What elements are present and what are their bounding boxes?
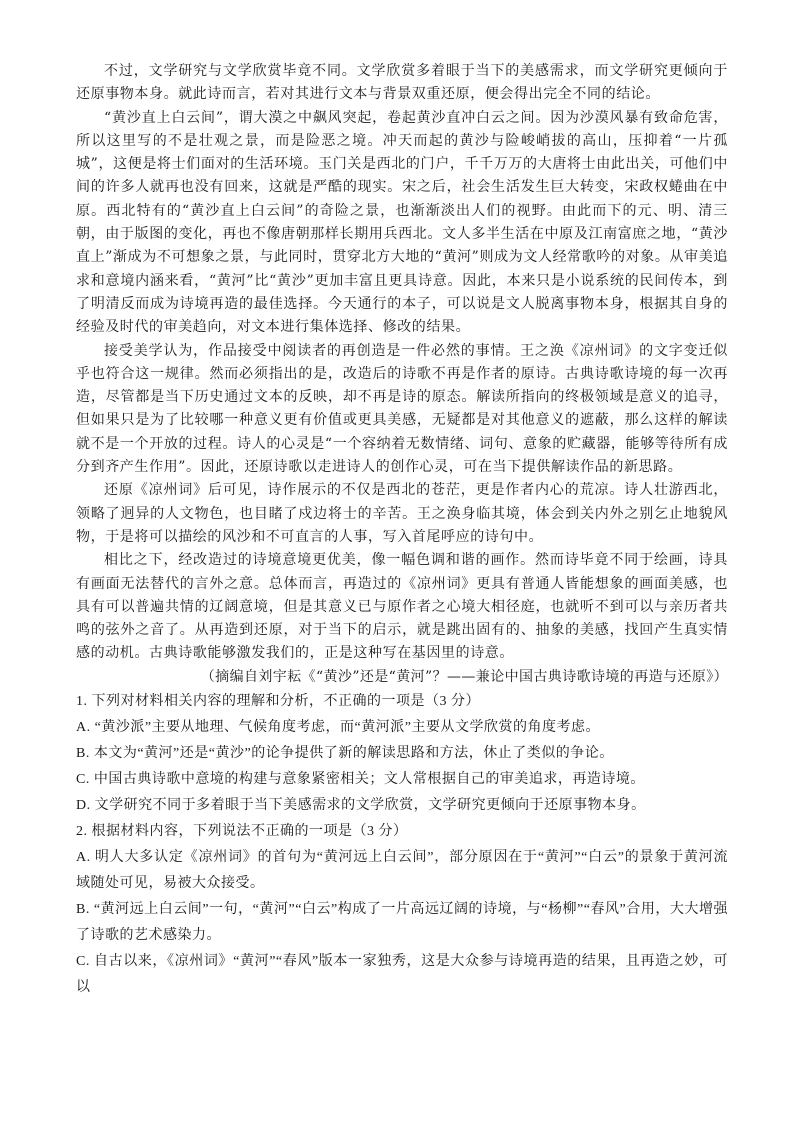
question-stem: 2. 根据材料内容，下列说法不正确的一项是（3 分）: [76, 824, 408, 840]
article-body: [76, 60, 728, 689]
article-paragraph: 接受美学认为，作品接受中阅读者的再创造是一件必然的事情。王之涣《凉州词》的文字变迁似乎也符合这一规律。然而必须指出的是，改造后的诗歌不再是作者的原诗。古典诗歌诗境的每一次再造，尽管都是当下历史通过文本的反映，却不再是诗的原态。解读所指向的终极领域是意义的追寻，但如果只是为了比较哪一种意义更有价值或更具美感，无疑都是对其他意义的遮蔽，那么这样的解读就不是一个开放的过程。诗人的心灵是“一个容纳着无数情绪、词句、意象的贮藏器，能够等待所有成分到齐产生作用”。因此，还原诗歌以走进诗人的创作心灵，可在当下提供解读作品的新思路。: [76, 342, 728, 476]
question-block: [76, 819, 728, 1001]
question-option: C. 自古以来，《凉州词》“黄河”“春风”版本一家独秀，这是大众参与诗境再造的结果，且再造之妙，可以: [76, 954, 728, 996]
article-paragraph: 还原《凉州词》后可见，诗作展示的不仅是西北的苍茫，更是作者内心的荒凉。诗人壮游西北，领略了迥异的人文物色，也目睹了戍边将士的辛苦。王之涣身临其境，体会到关内外之别乞止地貌风物，于是将可以描绘的风沙和不可直言的人事，写入首尾呼应的诗句中。: [76, 482, 728, 545]
question-block: [76, 689, 728, 819]
question-stem: 1. 下列对材料相关内容的理解和分析，不正确的一项是（3 分）: [76, 694, 480, 710]
question-option: B. “黄河远上白云间”一句，“黄河”“白云”构成了一片高远辽阔的诗境，与“杨柳”“春风”合用，大大增强了诗歌的艺术感染力。: [76, 902, 728, 944]
question-option: C. 中国古典诗歌中意境的构建与意象紧密相关；文人常根据自己的审美追求，再造诗境。: [76, 772, 645, 788]
article-paragraph: “黄沙直上白云间”，谓大漠之中飙风突起，卷起黄沙直冲白云之间。因为沙漠风暴有致命危害，所以这里写的不是壮观之景，而是险恶之境。冲天而起的黄沙与险峻峭拔的高山，压抑着“一片孤城”，这便是将士们面对的生活环境。玉门关是西北的门户，千千万万的大唐将士由此出关，可他们中间的许多人就再也没有回来，这就是严酷的现实。宋之后，社会生活发生巨大转变，宋政权蜷曲在中原。西北特有的“黄沙直上白云间”的奇险之景，也渐渐淡出人们的视野。由此而下的元、明、清三朝，由于版图的变化，再也不像唐朝那样长期用兵西北。文人多半生活在中原及江南富庶之地，“黄沙直上”渐成为不可想象之景，与此同时，贯穿北方大地的“黄河”则成为文人经常歌吟的对象。从审美追求和意境内涵来看，“黄河”比“黄沙”更加丰富且更具诗意。因此，本来只是小说系统的民间传本，到了明清反而成为诗境再造的最佳选择。今天通行的本子，可以说是文人脱离事物本身，根据其自身的经验及时代的审美趋向，对文本进行集体选择、修改的结果。: [76, 109, 728, 336]
question-option: A. “黄沙派”主要从地理、气候角度考虑，而“黄河派”主要从文学欣赏的角度考虑。: [76, 720, 600, 736]
question-option: A. 明人大多认定《凉州词》的首句为“黄河远上白云间”，部分原因在于“黄河”“白云”的景象于黄河流域随处可见，易被大众接受。: [76, 850, 728, 892]
question-option: D. 文学研究不同于多着眼于当下美感需求的文学欣赏，文学研究更倾向于还原事物本身。: [76, 798, 646, 814]
article-source-citation: （摘编自刘宇耘《“黄沙”还是“黄河”？——兼论中国古典诗歌诗境的再造与还原》）: [200, 668, 728, 685]
question-option: B. 本文为“黄河”还是“黄沙”的论争提供了新的解读思路和方法，休止了类似的争论。: [76, 746, 614, 762]
article-paragraph: 不过，文学研究与文学欣赏毕竟不同。文学欣赏多着眼于当下的美感需求，而文学研究更倾向于还原事物本身。就此诗而言，若对其进行文本与背景双重还原，便会得出完全不同的结论。: [76, 63, 728, 103]
article-paragraph: 相比之下，经改造过的诗境意境更优美，像一幅色调和谐的画作。然而诗毕竟不同于绘画，诗具有画面无法替代的言外之意。总体而言，再造过的《凉州词》更具有普通人皆能想象的画面美感，也具有可以普遍共情的辽阔意境，但是其意义已与原作者之心境大相径庭，也就听不到可以与亲历者共鸣的弦外之音了。从再造到还原，对于当下的启示，就是跳出固有的、抽象的美感，找回产生真实情感的动机。古典诗歌能够激发我们的，正是这种写在基因里的诗意。: [76, 552, 728, 662]
document-page: [76, 60, 728, 1001]
